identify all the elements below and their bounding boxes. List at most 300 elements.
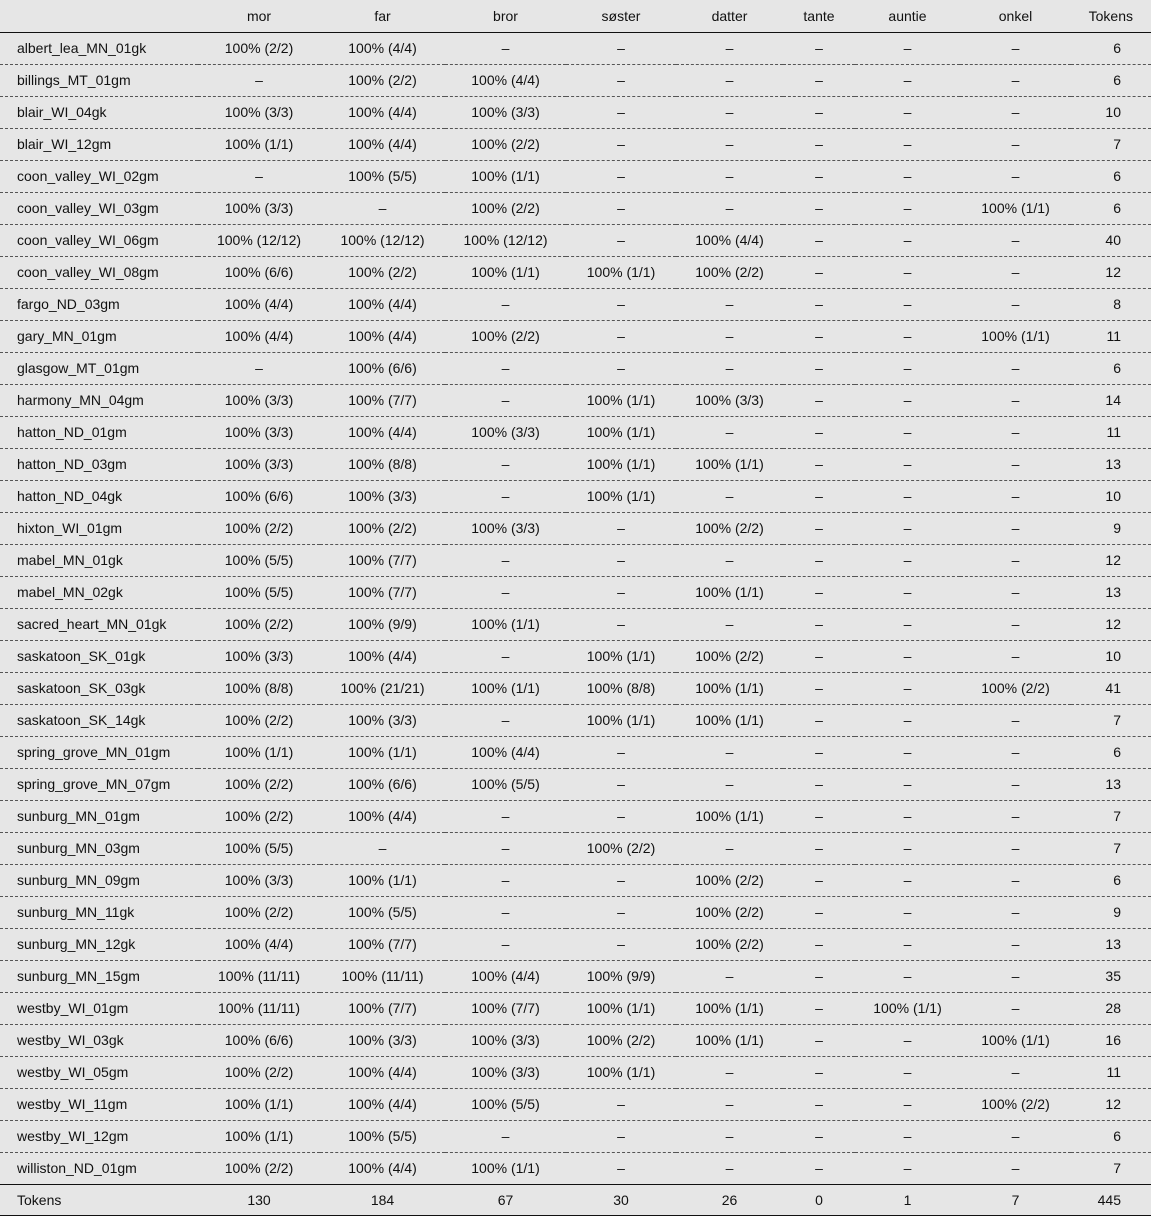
table-cell: – (783, 832, 855, 864)
table-cell: 35 (1071, 960, 1151, 992)
table-cell: – (855, 384, 960, 416)
table-row (0, 128, 1151, 160)
row-label: billings_MT_01gm (0, 64, 198, 96)
row-label: hatton_ND_01gm (0, 416, 198, 448)
table-cell: 100% (11/11) (198, 992, 320, 1024)
table-cell: – (783, 768, 855, 800)
table-cell: – (783, 224, 855, 256)
table-cell: – (783, 288, 855, 320)
table-cell: 100% (7/7) (320, 992, 445, 1024)
table-cell: – (783, 896, 855, 928)
table-cell: – (783, 352, 855, 384)
table-cell: – (566, 1088, 676, 1120)
table-cell: 100% (3/3) (198, 864, 320, 896)
table-cell: 100% (2/2) (676, 896, 783, 928)
table-cell: 100% (7/7) (320, 384, 445, 416)
table-cell: – (566, 512, 676, 544)
table-cell: – (676, 192, 783, 224)
totals-cell: 445 (1071, 1184, 1151, 1215)
row-label: coon_valley_WI_02gm (0, 160, 198, 192)
table-cell: – (855, 768, 960, 800)
table-row (0, 608, 1151, 640)
table-cell: 100% (4/4) (320, 1152, 445, 1184)
table-cell: – (783, 704, 855, 736)
row-label: sunburg_MN_09gm (0, 864, 198, 896)
table-cell: – (960, 544, 1071, 576)
table-cell: – (855, 352, 960, 384)
table-cell: – (676, 768, 783, 800)
table-row (0, 928, 1151, 960)
table-cell: – (445, 800, 566, 832)
table-cell: 100% (4/4) (676, 224, 783, 256)
table-cell: – (445, 288, 566, 320)
table-cell: – (566, 928, 676, 960)
table-cell: – (855, 1024, 960, 1056)
table-cell: 6 (1071, 192, 1151, 224)
table-cell: 100% (3/3) (198, 384, 320, 416)
table-row (0, 416, 1151, 448)
table-cell: 100% (1/1) (960, 320, 1071, 352)
table-cell: 100% (3/3) (198, 448, 320, 480)
table-cell: – (783, 320, 855, 352)
table-cell: – (960, 608, 1071, 640)
table-cell: – (960, 256, 1071, 288)
totals-cell: 30 (566, 1184, 676, 1215)
row-label: sunburg_MN_15gm (0, 960, 198, 992)
table-cell: 100% (1/1) (445, 608, 566, 640)
column-header-datter: datter (676, 0, 783, 32)
table-cell: – (676, 128, 783, 160)
table-cell: 100% (1/1) (676, 704, 783, 736)
row-label: blair_WI_12gm (0, 128, 198, 160)
table-cell: – (783, 32, 855, 64)
table-cell: – (855, 288, 960, 320)
table-cell: – (783, 800, 855, 832)
table-cell: 100% (1/1) (198, 736, 320, 768)
table-cell: – (783, 992, 855, 1024)
row-label: coon_valley_WI_08gm (0, 256, 198, 288)
row-label: williston_ND_01gm (0, 1152, 198, 1184)
row-label: mabel_MN_01gk (0, 544, 198, 576)
table-cell: – (566, 96, 676, 128)
table-cell: 6 (1071, 64, 1151, 96)
table-cell: 7 (1071, 800, 1151, 832)
table-cell: – (566, 1120, 676, 1152)
totals-cell: 1 (855, 1184, 960, 1215)
row-label: spring_grove_MN_07gm (0, 768, 198, 800)
table-cell: – (960, 448, 1071, 480)
table-cell: – (855, 1152, 960, 1184)
table-cell: – (566, 736, 676, 768)
table-cell: 100% (4/4) (445, 960, 566, 992)
table-cell: – (566, 128, 676, 160)
totals-cell: 184 (320, 1184, 445, 1215)
table-cell: – (783, 480, 855, 512)
table-cell: – (445, 384, 566, 416)
table-cell: – (960, 128, 1071, 160)
table-cell: – (855, 1056, 960, 1088)
table-cell: 100% (1/1) (960, 192, 1071, 224)
table-cell: 100% (4/4) (198, 288, 320, 320)
table-cell: – (676, 544, 783, 576)
table-cell: – (783, 96, 855, 128)
table-cell: 100% (4/4) (198, 928, 320, 960)
table-cell: 100% (5/5) (445, 1088, 566, 1120)
table-cell: – (445, 448, 566, 480)
table-row (0, 864, 1151, 896)
table-cell: – (855, 256, 960, 288)
table-cell: 100% (1/1) (566, 448, 676, 480)
table-cell: 100% (3/3) (445, 512, 566, 544)
table-cell: – (676, 1088, 783, 1120)
table-cell: – (676, 832, 783, 864)
table-cell: – (855, 928, 960, 960)
row-label: hatton_ND_03gm (0, 448, 198, 480)
table-cell: 100% (7/7) (320, 928, 445, 960)
row-label: sacred_heart_MN_01gk (0, 608, 198, 640)
table-cell: – (960, 736, 1071, 768)
table-row (0, 448, 1151, 480)
table-cell: 100% (6/6) (198, 480, 320, 512)
table-cell: – (783, 64, 855, 96)
table-cell: 16 (1071, 1024, 1151, 1056)
table-cell: 100% (1/1) (676, 672, 783, 704)
table-cell: – (783, 160, 855, 192)
table-cell: – (783, 128, 855, 160)
table-row (0, 896, 1151, 928)
table-cell: – (783, 960, 855, 992)
table-cell: 100% (9/9) (566, 960, 676, 992)
table-cell: – (783, 1120, 855, 1152)
table-cell: – (445, 352, 566, 384)
table-cell: – (855, 576, 960, 608)
row-label: harmony_MN_04gm (0, 384, 198, 416)
table-cell: 100% (1/1) (445, 160, 566, 192)
table-cell: 100% (3/3) (198, 416, 320, 448)
table-cell: – (855, 1120, 960, 1152)
table-cell: – (960, 64, 1071, 96)
column-header-auntie: auntie (855, 0, 960, 32)
totals-cell: 130 (198, 1184, 320, 1215)
table-cell: 6 (1071, 736, 1151, 768)
row-label: saskatoon_SK_14gk (0, 704, 198, 736)
table-cell: 11 (1071, 1056, 1151, 1088)
table-cell: – (676, 608, 783, 640)
table-cell: – (676, 64, 783, 96)
table-cell: – (676, 288, 783, 320)
table-cell: 13 (1071, 928, 1151, 960)
table-cell: – (783, 384, 855, 416)
table-cell: – (960, 512, 1071, 544)
table-cell: 100% (4/4) (198, 320, 320, 352)
table-cell: 7 (1071, 1152, 1151, 1184)
table-cell: 100% (11/11) (198, 960, 320, 992)
totals-cell: 0 (783, 1184, 855, 1215)
table-cell: – (855, 640, 960, 672)
table-cell: 40 (1071, 224, 1151, 256)
row-label: westby_WI_03gk (0, 1024, 198, 1056)
table-cell: 100% (1/1) (676, 992, 783, 1024)
table-cell: 100% (1/1) (566, 480, 676, 512)
table-cell: – (445, 480, 566, 512)
table-cell: 9 (1071, 512, 1151, 544)
table-cell: – (676, 736, 783, 768)
row-label: glasgow_MT_01gm (0, 352, 198, 384)
table-row (0, 672, 1151, 704)
table-cell: 100% (1/1) (676, 576, 783, 608)
table-cell: – (445, 704, 566, 736)
table-cell: 100% (12/12) (445, 224, 566, 256)
table-cell: – (855, 736, 960, 768)
table-cell: 100% (4/4) (320, 416, 445, 448)
table-cell: – (676, 1120, 783, 1152)
table-row (0, 960, 1151, 992)
table-cell: – (960, 1056, 1071, 1088)
table-cell: 100% (1/1) (445, 256, 566, 288)
table-cell: 100% (3/3) (676, 384, 783, 416)
table-cell: 6 (1071, 352, 1151, 384)
table-cell: – (320, 832, 445, 864)
table-cell: 100% (4/4) (445, 736, 566, 768)
row-label: albert_lea_MN_01gk (0, 32, 198, 64)
table-cell: – (960, 992, 1071, 1024)
table-cell: 14 (1071, 384, 1151, 416)
table-cell: – (855, 480, 960, 512)
table-cell: – (783, 416, 855, 448)
table-cell: – (676, 416, 783, 448)
row-label: westby_WI_05gm (0, 1056, 198, 1088)
table-cell: – (960, 864, 1071, 896)
table-cell: – (960, 576, 1071, 608)
table-cell: 10 (1071, 480, 1151, 512)
table-cell: 100% (8/8) (566, 672, 676, 704)
table-cell: 100% (4/4) (320, 640, 445, 672)
table-cell: – (445, 1120, 566, 1152)
table-row (0, 640, 1151, 672)
table-header (0, 0, 1151, 32)
table-cell: – (566, 160, 676, 192)
table-cell: – (445, 640, 566, 672)
table-row (0, 1120, 1151, 1152)
table-cell: – (198, 352, 320, 384)
table-cell: 100% (1/1) (198, 1088, 320, 1120)
table-cell: – (566, 288, 676, 320)
table-row (0, 96, 1151, 128)
table-cell: – (783, 672, 855, 704)
table-cell: 12 (1071, 256, 1151, 288)
table-cell: – (783, 1024, 855, 1056)
table-row (0, 1152, 1151, 1184)
table-row (0, 384, 1151, 416)
table-cell: – (960, 384, 1071, 416)
row-label: fargo_ND_03gm (0, 288, 198, 320)
table-cell: – (676, 960, 783, 992)
table-cell: 100% (7/7) (445, 992, 566, 1024)
table-cell: 100% (6/6) (198, 256, 320, 288)
table-cell: – (445, 32, 566, 64)
row-label: sunburg_MN_12gk (0, 928, 198, 960)
column-header-onkel: onkel (960, 0, 1071, 32)
table-cell: – (855, 96, 960, 128)
column-header-far: far (320, 0, 445, 32)
table-cell: – (320, 192, 445, 224)
table-cell: – (566, 32, 676, 64)
table-cell: – (566, 64, 676, 96)
table-cell: – (855, 608, 960, 640)
table-cell: 9 (1071, 896, 1151, 928)
table-cell: – (676, 480, 783, 512)
table-cell: 7 (1071, 128, 1151, 160)
table-cell: – (676, 96, 783, 128)
table-cell: – (855, 512, 960, 544)
table-cell: – (960, 160, 1071, 192)
table-row (0, 768, 1151, 800)
table-cell: 10 (1071, 640, 1151, 672)
table-row (0, 352, 1151, 384)
row-label: mabel_MN_02gk (0, 576, 198, 608)
table-cell: – (445, 928, 566, 960)
table-cell: – (676, 32, 783, 64)
table-cell: 6 (1071, 160, 1151, 192)
table-footer (0, 1184, 1151, 1215)
table-cell: 12 (1071, 608, 1151, 640)
table-cell: – (783, 928, 855, 960)
table-cell: – (855, 960, 960, 992)
table-cell: 100% (1/1) (566, 704, 676, 736)
table-cell: – (960, 928, 1071, 960)
table-cell: – (960, 352, 1071, 384)
table-cell: – (566, 352, 676, 384)
table-cell: 100% (3/3) (320, 480, 445, 512)
table-cell: 13 (1071, 576, 1151, 608)
table-cell: 100% (6/6) (198, 1024, 320, 1056)
table-cell: – (566, 864, 676, 896)
table-cell: – (566, 544, 676, 576)
table-cell: – (783, 256, 855, 288)
table-row (0, 544, 1151, 576)
row-label: sunburg_MN_11gk (0, 896, 198, 928)
table-cell: – (960, 1152, 1071, 1184)
table-cell: – (960, 1120, 1071, 1152)
column-header-s-ster: søster (566, 0, 676, 32)
table-cell: 100% (9/9) (320, 608, 445, 640)
table-cell: 100% (5/5) (198, 544, 320, 576)
table-row (0, 1024, 1151, 1056)
table-cell: 100% (1/1) (320, 736, 445, 768)
table-cell: 100% (7/7) (320, 576, 445, 608)
row-label: gary_MN_01gm (0, 320, 198, 352)
table-cell: – (198, 64, 320, 96)
table-cell: 100% (2/2) (198, 1152, 320, 1184)
table-cell: 100% (3/3) (198, 96, 320, 128)
table-cell: 100% (1/1) (566, 256, 676, 288)
totals-row (0, 1184, 1151, 1215)
table-row (0, 1088, 1151, 1120)
row-label: westby_WI_01gm (0, 992, 198, 1024)
table-cell: 100% (4/4) (445, 64, 566, 96)
table-row (0, 480, 1151, 512)
table-cell: – (566, 576, 676, 608)
table-cell: 28 (1071, 992, 1151, 1024)
table-cell: – (676, 1152, 783, 1184)
table-cell: – (855, 224, 960, 256)
table-cell: 100% (7/7) (320, 544, 445, 576)
table-cell: 100% (2/2) (676, 256, 783, 288)
table-cell: 100% (2/2) (198, 704, 320, 736)
table-row (0, 256, 1151, 288)
table-cell: 100% (1/1) (198, 128, 320, 160)
table-cell: 100% (3/3) (320, 1024, 445, 1056)
table-row (0, 704, 1151, 736)
table-row (0, 992, 1151, 1024)
row-label: westby_WI_12gm (0, 1120, 198, 1152)
table-cell: – (783, 736, 855, 768)
table-row (0, 1056, 1151, 1088)
table-cell: – (445, 576, 566, 608)
table-cell: – (960, 96, 1071, 128)
table-cell: 100% (2/2) (676, 928, 783, 960)
table-cell: 12 (1071, 544, 1151, 576)
table-cell: – (566, 192, 676, 224)
table-cell: – (855, 32, 960, 64)
table-cell: – (960, 704, 1071, 736)
table-cell: 100% (2/2) (566, 1024, 676, 1056)
table-cell: – (855, 896, 960, 928)
table-cell: 100% (6/6) (320, 352, 445, 384)
table-cell: 11 (1071, 416, 1151, 448)
table-row (0, 736, 1151, 768)
table-cell: – (783, 864, 855, 896)
table-cell: – (855, 416, 960, 448)
table-cell: 100% (12/12) (320, 224, 445, 256)
table-cell: 100% (4/4) (320, 128, 445, 160)
table-body (0, 32, 1151, 1184)
table-row (0, 800, 1151, 832)
table-cell: 100% (4/4) (320, 96, 445, 128)
table-cell: 7 (1071, 704, 1151, 736)
table-cell: – (960, 832, 1071, 864)
table-cell: – (960, 960, 1071, 992)
table-cell: 100% (3/3) (445, 96, 566, 128)
table-row (0, 64, 1151, 96)
table-cell: 6 (1071, 32, 1151, 64)
table-cell: 100% (5/5) (320, 160, 445, 192)
table-cell: 100% (5/5) (198, 576, 320, 608)
table-cell: 100% (1/1) (960, 1024, 1071, 1056)
table-cell: 11 (1071, 320, 1151, 352)
table-cell: – (855, 1088, 960, 1120)
table-cell: 8 (1071, 288, 1151, 320)
totals-label: Tokens (0, 1184, 198, 1215)
table-cell: 100% (4/4) (320, 1088, 445, 1120)
table-cell: 100% (2/2) (320, 256, 445, 288)
table-cell: 100% (2/2) (198, 608, 320, 640)
table-cell: 100% (2/2) (676, 864, 783, 896)
table-cell: – (566, 224, 676, 256)
table-cell: – (960, 800, 1071, 832)
table-cell: 100% (4/4) (320, 1056, 445, 1088)
table-cell: 100% (4/4) (320, 288, 445, 320)
table-cell: 100% (2/2) (445, 320, 566, 352)
table-cell: – (445, 832, 566, 864)
row-label: hatton_ND_04gk (0, 480, 198, 512)
column-header-tante: tante (783, 0, 855, 32)
table-cell: 100% (1/1) (566, 384, 676, 416)
table-cell: – (855, 160, 960, 192)
table-cell: 100% (2/2) (198, 1056, 320, 1088)
table-cell: 100% (8/8) (198, 672, 320, 704)
table-cell: 100% (1/1) (566, 640, 676, 672)
